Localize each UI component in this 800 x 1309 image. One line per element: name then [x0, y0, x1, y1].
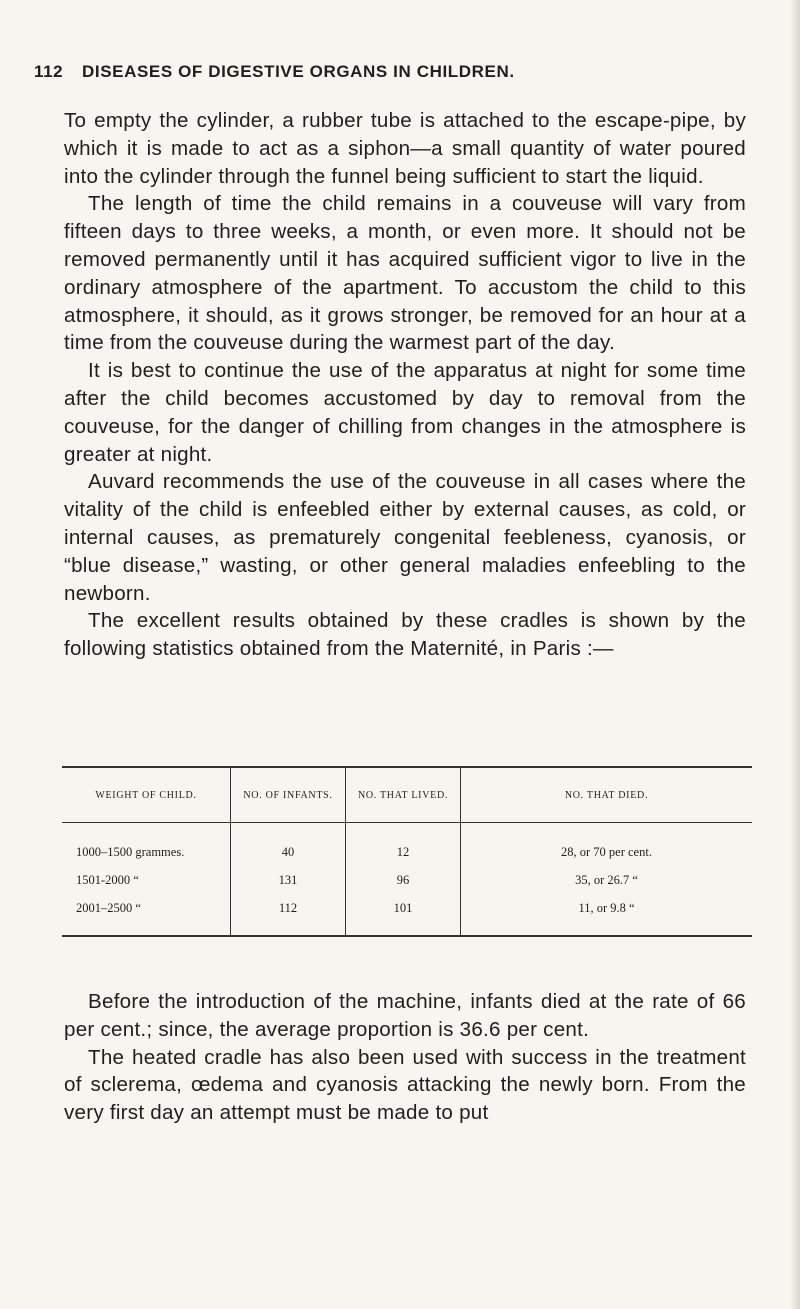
cell-weight: 2001–2500 “: [62, 894, 231, 936]
paragraph: It is best to continue the use of the apparatus at night for some time after the child becomes accustomed by day to removal from the couveuse, for the danger of chilling from changes in the atmosphere is greater at night.: [64, 359, 746, 466]
column-header-lived: NO. THAT LIVED.: [346, 767, 461, 823]
table-row: [62, 894, 752, 936]
paragraph: The length of time the child remains in a couveuse will vary from fifteen days to three weeks, a month, or even more. It should not be removed permanently until it has acquired sufficient vigor to live in the ordinary atmosphere of the apartment. To accustom the child to this atmosphere, it should, as it grows stronger, be removed for an hour at a time from the couveuse during the warmest part of the day.: [64, 192, 746, 355]
paragraph: Before the introduction of the machine, infants died at the rate of 66 per cent.; since, the average proportion is 36.6 per cent.: [64, 990, 746, 1041]
statistics-table: [62, 766, 752, 937]
cell-infants: 40: [231, 823, 346, 867]
cell-died: 35, or 26.7 “: [461, 866, 753, 894]
paragraph: The excellent results obtained by these cradles is shown by the following statistics obtained from the Maternité, in Paris :—: [64, 609, 746, 661]
cell-lived: 101: [346, 894, 461, 936]
column-header-infants: NO. OF INFANTS.: [231, 767, 346, 823]
cell-infants: 131: [231, 866, 346, 894]
column-header-weight: WEIGHT OF CHILD.: [62, 767, 231, 823]
table-row: [62, 866, 752, 894]
body-text: [64, 107, 746, 663]
cell-lived: 12: [346, 823, 461, 867]
page-edge-shadow: [790, 0, 800, 1309]
page-number: 112: [34, 62, 64, 81]
paragraph: Auvard recommends the use of the couveuse in all cases where the vitality of the child is enfeebled either by external causes, as cold, or internal causes, as prematurely congenital feebleness, cyanosis, or “blue disease,” wasting, or other general maladies enfeebling to the newborn.: [64, 470, 746, 605]
cell-died: 28, or 70 per cent.: [461, 823, 753, 867]
column-header-died: NO. THAT DIED.: [461, 767, 753, 823]
cell-infants: 112: [231, 894, 346, 936]
table-row: [62, 823, 752, 867]
cell-weight: 1501-2000 “: [76, 872, 139, 887]
paragraph: The heated cradle has also been used with success in the treatment of sclerema, œdema and cyanosis attacking the newly born. From the very first day an attempt must be made to put: [64, 1045, 746, 1125]
cell-died: 11, or 9.8 “: [461, 894, 753, 936]
paragraph: To empty the cylinder, a rubber tube is attached to the escape-pipe, by which it is made to act as a siphon—a small quantity of water poured into the cylinder through the funnel being sufficient to start the liquid.: [64, 109, 746, 188]
body-text-continued: [64, 988, 746, 1127]
cell-weight: 1000–1500 grammes.: [76, 844, 185, 859]
running-head: [34, 62, 754, 82]
running-title: DISEASES OF DIGESTIVE ORGANS IN CHILDREN.: [82, 62, 515, 81]
cell-lived: 96: [346, 866, 461, 894]
table-header-row: [62, 767, 752, 823]
